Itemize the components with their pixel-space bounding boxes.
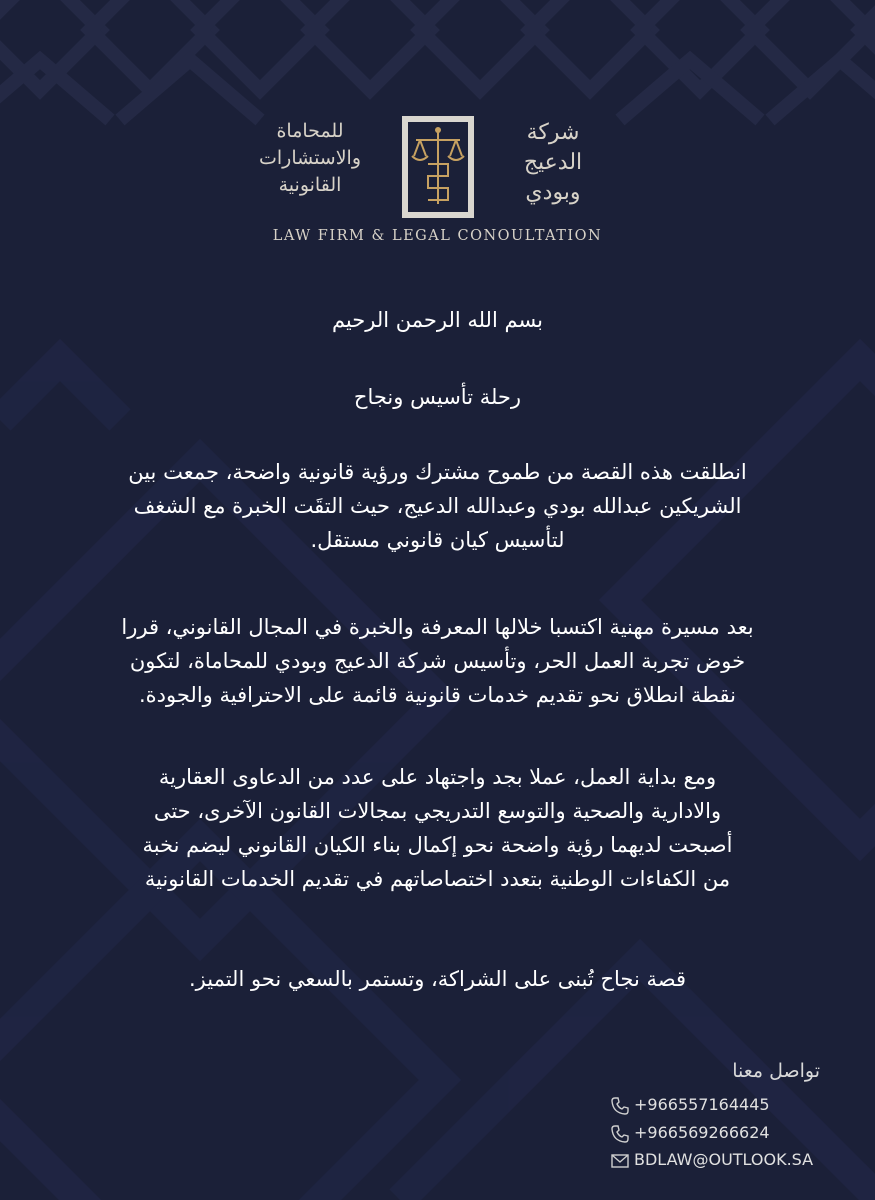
logo-left-line: القانونية [278, 174, 342, 196]
paragraph-1 [60, 455, 815, 557]
closing-statement [60, 962, 815, 996]
closing-text: قصة نجاح تُبنى على الشراكة، وتستمر بالسعي نحو التميز. [188, 967, 687, 991]
phone-number: +966557164445 [634, 1095, 770, 1114]
title-text: رحلة تأسيس ونجاح [353, 385, 522, 409]
logo-left-line: للمحاماة [276, 120, 344, 142]
paragraph-line: بعد مسيرة مهنية اكتسبا خلالها المعرفة والخبرة في المجال القانوني، قررا [121, 615, 754, 639]
logo-left-line: والاستشارات [258, 147, 362, 169]
paragraph-line: أصبحت لديهما رؤية واضحة نحو إكمال بناء الكيان القانوني ليضم نخبة [142, 833, 733, 857]
scales-of-justice-icon [400, 114, 476, 220]
phone-icon [610, 1124, 630, 1144]
phone-icon [610, 1096, 630, 1116]
logo-tagline: LAW FIRM & LEGAL CONOULTATION [272, 228, 603, 244]
paragraph-line: من الكفاءات الوطنية بتعدد اختصاصاتهم في تقديم الخدمات القانونية [144, 867, 731, 891]
logo-right-line: شركة [526, 120, 580, 145]
basmala-text: بسم الله الرحمن الرحيم [331, 308, 544, 332]
email-address: BDLAW@OUTLOOK.SA [634, 1150, 814, 1169]
contact-title: تواصل معنا [732, 1060, 820, 1082]
paragraph-line: والادارية والصحية والتوسع التدريجي بمجالات القانون الآخرى، حتى [153, 799, 722, 823]
logo-right-line: وبودي [525, 180, 581, 205]
paragraph-line: ومع بداية العمل، عملا بجد واجتهاد على عدد من الدعاوى العقارية [158, 765, 717, 789]
paragraph-line: لتأسيس كيان قانوني مستقل. [310, 528, 565, 552]
envelope-icon [610, 1151, 630, 1171]
paragraph-3 [60, 760, 815, 896]
paragraph-line: انطلقت هذه القصة من طموح مشترك ورؤية قانونية واضحة، جمعت بين [128, 460, 747, 484]
logo-arabic-left [230, 118, 390, 199]
document-title [60, 380, 815, 414]
paragraph-line: نقطة انطلاق نحو تقديم خدمات قانونية قائمة على الاحترافية والجودة. [139, 683, 736, 707]
paragraph-line: الشريكين عبدالله بودي وعبدالله الدعيج، حيث التقَت الخبرة مع الشغف [133, 494, 742, 518]
paragraph-line: خوض تجربة العمل الحر، وتأسيس شركة الدعيج وبودي للمحاماة، لتكون [129, 649, 746, 673]
logo-right-line: الدعيج [523, 150, 583, 175]
basmala [60, 303, 815, 337]
phone-number: +966569266624 [634, 1123, 770, 1142]
paragraph-2 [60, 610, 815, 712]
logo-arabic-right [478, 118, 628, 208]
